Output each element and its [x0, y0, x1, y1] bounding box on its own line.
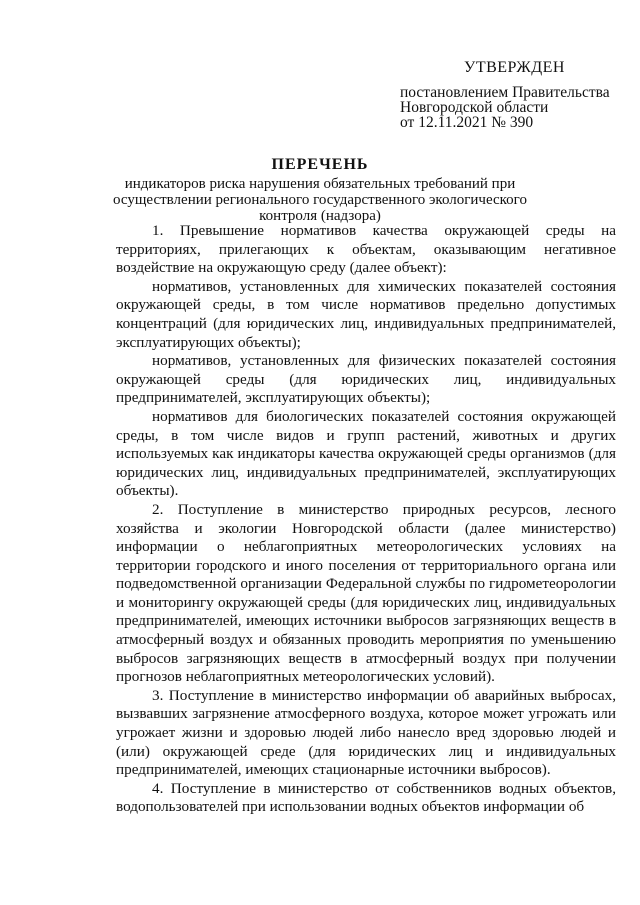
- document-subtitle: индикаторов риска нарушения обязательных требований при осуществлении регионального государственного экологического контроля (надзора): [113, 176, 527, 224]
- paragraph-1-item-chemical: нормативов, установленных для химических показателей состояния окружающей среды, в том числе нормативов предельно допустимых концентраций (для юридических лиц, индивидуальных предпринимателей, эксплуатирующих объекты);: [116, 277, 616, 351]
- paragraph-1: 1. Превышение нормативов качества окружающей среды на территориях, прилегающих к объектам, оказывающим негативное воздействие на окружающую среду (далее объект):: [116, 222, 616, 277]
- approval-line-3: от 12.11.2021 № 390: [400, 114, 534, 131]
- approval-line-2: Новгородской области: [400, 99, 549, 116]
- document-body: [116, 222, 616, 817]
- paragraph-1-item-physical: нормативов, установленных для физических показателей состояния окружающей среды (для юридических лиц, индивидуальных предпринимателей, эксплуатирующих объекты);: [116, 352, 616, 407]
- paragraph-3: 3. Поступление в министерство информации об аварийных выбросах, вызвавших загрязнение атмосферного воздуха, которое может угрожать или угрожает жизни и здоровью людей либо нанесло вред здоровью людей и (или) окружающей среде (для юридических лиц и индивидуальных предпринимателей, имеющих стационарные источники выбросов).: [116, 686, 616, 779]
- paragraph-2: 2. Поступление в министерство природных ресурсов, лесного хозяйства и экологии Новгородской области (далее министерство) информации о неблагоприятных метеорологических условиях на территории городского и иного поселения от территориального органа или подведомственной организации Федеральной службы по гидрометеорологии и мониторингу окружающей среды (для юридических лиц, индивидуальных предпринимателей, имеющих источники выбросов загрязняющих веществ в атмосферный воздух и обязанных проводить мероприятия по уменьшению выбросов загрязняющих веществ в атмосферный воздух при получении прогнозов неблагоприятных метеорологических условий).: [116, 500, 616, 686]
- approval-line-1: постановлением Правительства: [400, 84, 610, 101]
- approval-heading: УТВЕРЖДЕН: [464, 59, 565, 76]
- paragraph-4: 4. Поступление в министерство от собственников водных объектов, водопользователей при использовании водных объектов информации об: [116, 779, 616, 816]
- approval-block: [400, 60, 630, 130]
- paragraph-1-item-biological: нормативов для биологических показателей состояния окружающей среды, в том числе видов и групп растений, животных и других используемых как индикаторы качества окружающей среды организмов (для юридических лиц, индивидуальных предпринимателей, эксплуатирующих объекты).: [116, 407, 616, 500]
- document-title: ПЕРЕЧЕНЬ: [271, 156, 369, 173]
